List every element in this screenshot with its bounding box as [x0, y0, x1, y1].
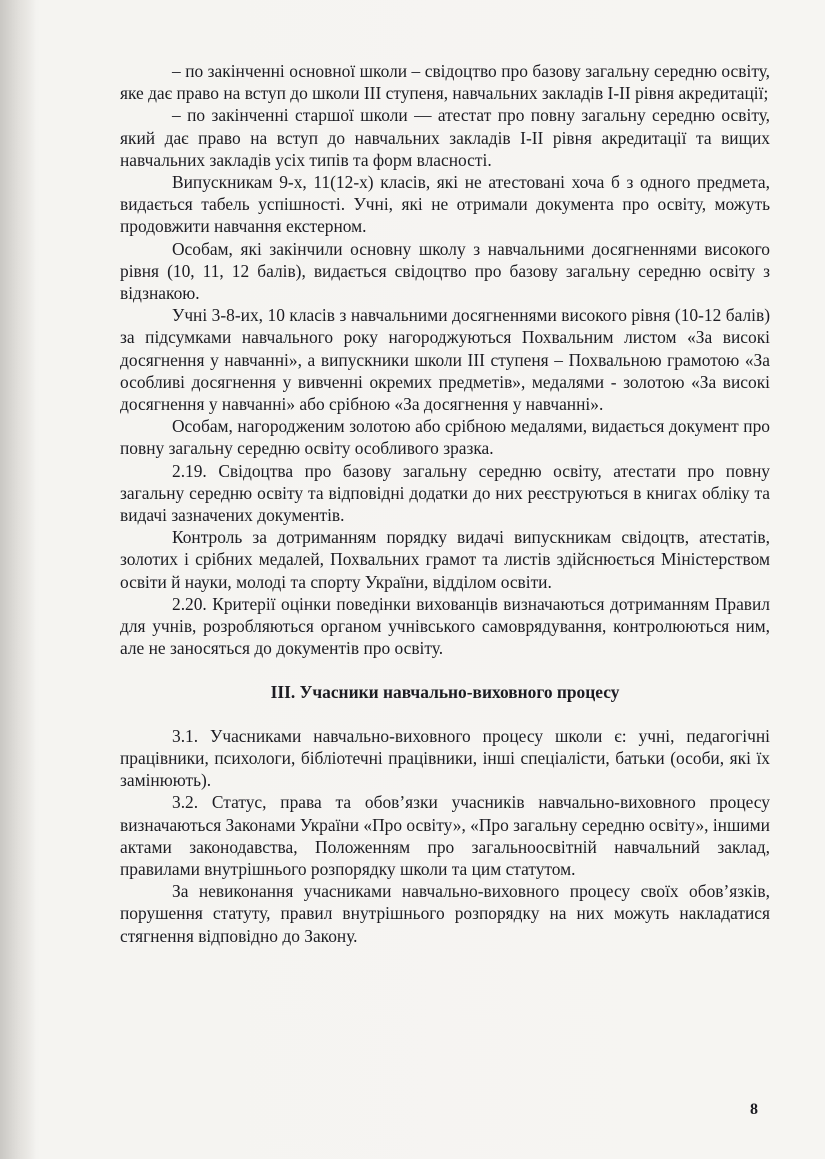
- paragraph: Особам, нагородженим золотою або срібною медалями, видається документ про повну загальну середню освіту особливого зразка.: [120, 416, 770, 459]
- paragraph: За невиконання учасниками навчально-виховного процесу своїх обов’язків, порушення статуту, правил внутрішнього розпорядку на них можуть накладатися стягнення відповідно до Закону.: [120, 881, 770, 946]
- paragraph: – по закінченні старшої школи — атестат про повну загальну середню освіту, який дає право на вступ до навчальних закладів І-ІІ рівня акредитації та вищих навчальних закладів усіх типів та форм власності.: [120, 105, 770, 170]
- paragraph: Контроль за дотриманням порядку видачі випускникам свідоцтв, атестатів, золотих і срібних медалей, Похвальних грамот та листів здійснюється Міністерством освіти й науки, молоді та спорту України, відділом освіти.: [120, 527, 770, 592]
- paragraph: Випускникам 9-х, 11(12-х) класів, які не атестовані хоча б з одного предмета, видається табель успішності. Учні, які не отримали документа про освіту, можуть продовжити навчання екстерном.: [120, 172, 770, 237]
- section-heading: III. Учасники навчально-виховного процесу: [270, 682, 620, 703]
- paragraph: 2.20. Критерії оцінки поведінки вихованців визначаються дотриманням Правил для учнів, розробляються органом учнівського самоврядування, контролюються ним, але не заносяться до документів про освіту.: [120, 593, 770, 659]
- page-number: 8: [750, 1101, 758, 1118]
- paragraph: 3.2. Статус, права та обов’язки учасників навчально-виховного процесу визначаються Законами України «Про освіту», «Про загальну середню освіту», іншими актами законодавства, Положенням про загальноосвітній навчальний заклад, правилами внутрішнього розпорядку школи та цим статутом.: [120, 792, 770, 879]
- paragraph: Учні 3-8-их, 10 класів з навчальними досягненнями високого рівня (10-12 балів) за підсумками навчального року нагороджуються Похвальним листом «За високі досягнення у навчанні», а випускники школи III ступеня – Похвальною грамотою «За особливі досягнення у вивченні окремих предметів», медалями - золотою «За високі досягнення у навчанні» або срібною «За досягнення у навчанні».: [120, 305, 770, 415]
- document-body: [120, 60, 770, 947]
- paragraph: – по закінченні основної школи – свідоцтво про базову загальну середню освіту, яке дає право на вступ до школи III ступеня, навчальних закладів І-ІІ рівня акредитації;: [120, 61, 770, 104]
- paragraph: 3.1. Учасниками навчально-виховного процесу школи є: учні, педагогічні працівники, психологи, бібліотечні працівники, інші спеціалісти, батьки (особи, які їх замінюють).: [120, 725, 770, 791]
- paragraph: Особам, які закінчили основну школу з навчальними досягненнями високого рівня (10, 11, 12 балів), видається свідоцтво про базову загальну середню освіту з відзнакою.: [120, 238, 770, 304]
- page-binding-edge: [0, 0, 36, 1159]
- paragraph: 2.19. Свідоцтва про базову загальну середню освіту, атестати про повну загальну середню освіту та відповідні додатки до них реєструються в книгах обліку та видачі зазначених документів.: [120, 460, 770, 526]
